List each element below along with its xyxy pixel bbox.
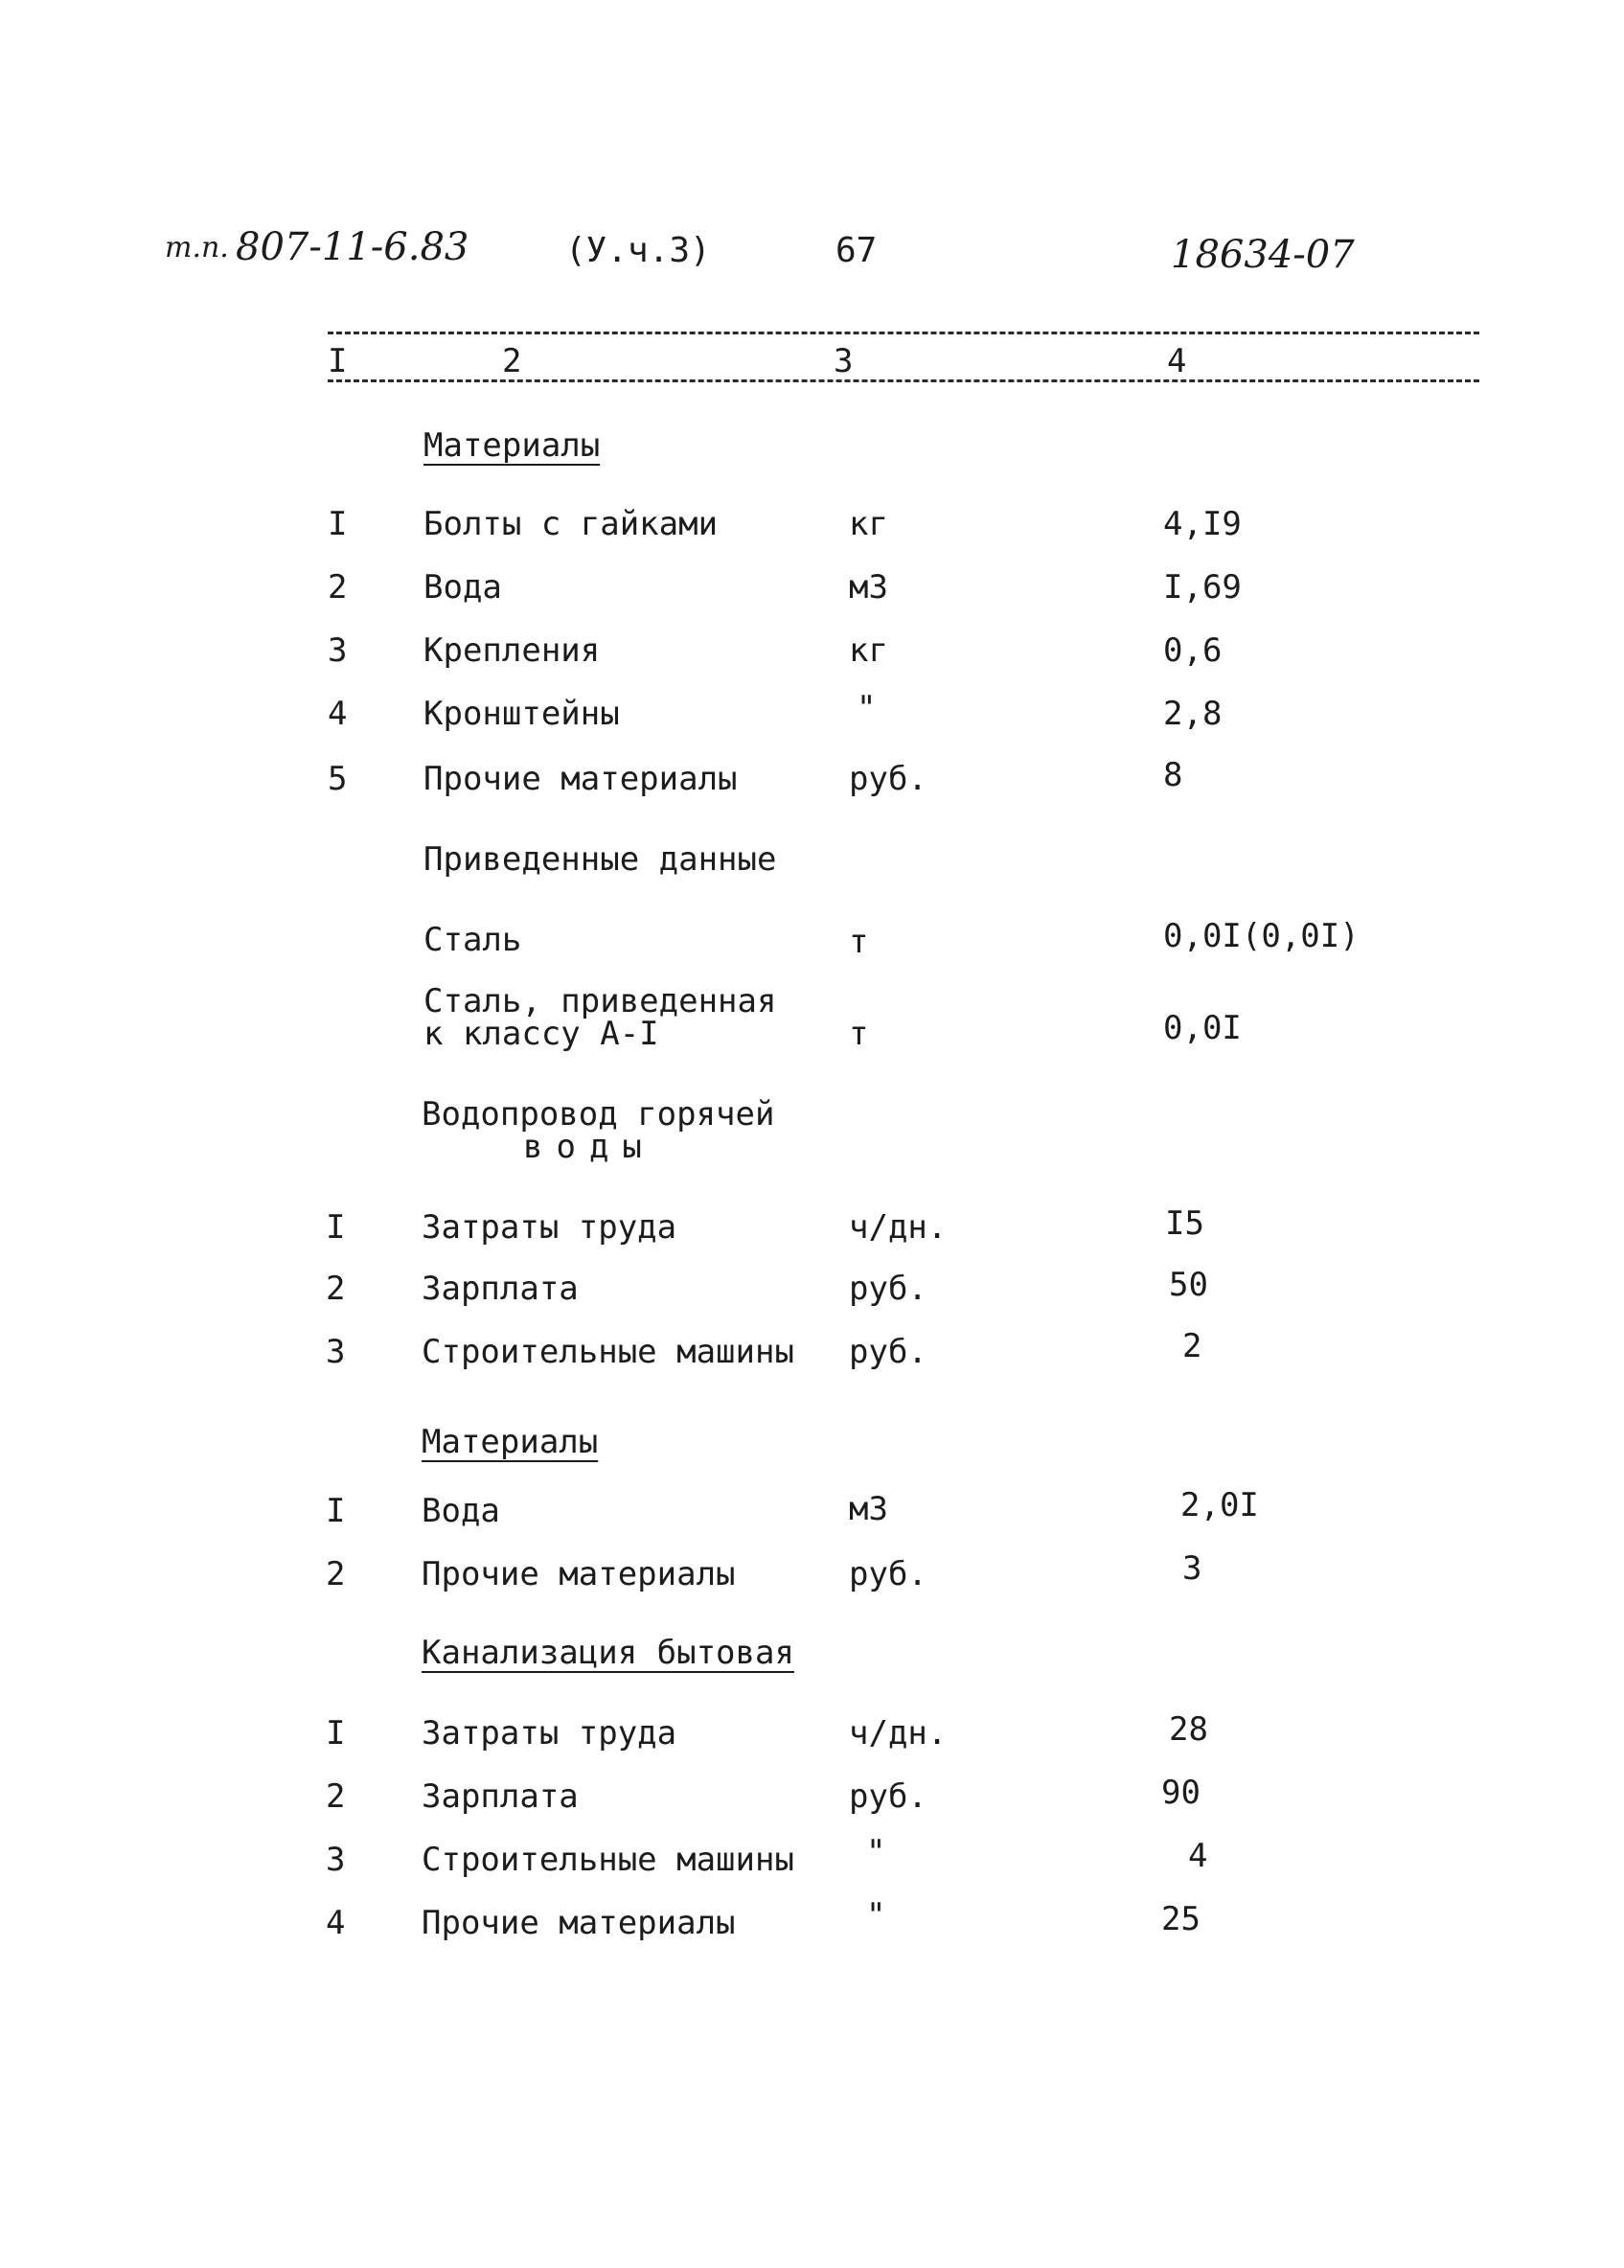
row-number: 2 — [326, 1270, 346, 1308]
row-name: Вода — [422, 1492, 500, 1530]
row-name: Затраты труда — [422, 1714, 677, 1753]
row-unit: м3 — [849, 1490, 888, 1528]
column-number-2: 2 — [502, 342, 522, 380]
section-heading: Приведенные данные — [423, 840, 777, 879]
row-number: 2 — [326, 1777, 346, 1816]
row-number: 2 — [326, 1555, 346, 1593]
row-name: Прочие материалы — [422, 1555, 736, 1593]
row-name: Зарплата — [422, 1777, 579, 1816]
row-value: 25 — [1161, 1900, 1201, 1938]
row-name: Прочие материалы — [423, 760, 738, 798]
row-value: 50 — [1169, 1266, 1208, 1304]
row-name: Прочие материалы — [422, 1904, 736, 1942]
section-heading: Водопровод горячей — [422, 1095, 775, 1134]
row-value: 4,I9 — [1163, 505, 1242, 543]
row-number: I — [326, 1492, 346, 1530]
row-number: 3 — [328, 631, 348, 670]
page-number: 67 — [835, 231, 878, 270]
row-unit: ч/дн. — [849, 1714, 948, 1753]
row-number: 4 — [328, 695, 348, 733]
row-name: Строительные машины — [422, 1841, 794, 1879]
sheet-code: 18634-07 — [1171, 233, 1355, 277]
row-unit: кг — [849, 505, 888, 543]
row-unit: кг — [849, 631, 888, 670]
row-name: Крепления — [423, 631, 601, 670]
row-number: 3 — [326, 1333, 346, 1371]
row-number: 4 — [326, 1904, 346, 1942]
column-number-1: I — [328, 342, 348, 380]
section-heading: Материалы — [422, 1423, 599, 1461]
row-name: Сталь — [423, 921, 522, 959]
section-heading: Материалы — [423, 426, 601, 465]
row-unit: руб. — [849, 1555, 927, 1593]
section-heading-continued: воды — [523, 1128, 655, 1166]
row-value: 2 — [1182, 1327, 1202, 1365]
row-name: Кронштейны — [423, 695, 620, 733]
project-code: 807-11-6.83 — [236, 225, 469, 269]
row-number: I — [326, 1714, 346, 1753]
row-name: Болты с гайками — [423, 505, 719, 543]
row-name: Затраты труда — [422, 1208, 677, 1247]
row-value: 8 — [1163, 756, 1183, 794]
section-heading: Канализация бытовая — [422, 1634, 794, 1672]
row-name: Вода — [423, 568, 502, 607]
row-unit: м3 — [849, 568, 888, 607]
row-value: 28 — [1169, 1710, 1208, 1749]
row-value: 2,0I — [1180, 1486, 1259, 1524]
row-unit: руб. — [849, 1270, 927, 1308]
row-unit-ditto: " — [866, 1896, 886, 1935]
column-number-4: 4 — [1167, 342, 1187, 380]
row-unit: т — [849, 923, 869, 961]
row-name: Сталь, приведенная — [423, 982, 777, 1020]
part-label: (У.ч.3) — [565, 231, 711, 270]
row-value: 90 — [1161, 1774, 1201, 1812]
row-number: I — [328, 505, 348, 543]
row-unit-ditto: " — [866, 1833, 886, 1871]
row-name-continued: к классу А-I — [423, 1015, 659, 1053]
row-unit: ч/дн. — [849, 1208, 948, 1247]
header-divider-bottom — [328, 379, 1479, 382]
row-unit: руб. — [849, 760, 927, 798]
row-name: Зарплата — [422, 1270, 579, 1308]
row-value: 0,6 — [1163, 631, 1223, 670]
column-number-3: 3 — [834, 342, 854, 380]
tp-label: т.п. — [165, 231, 229, 264]
row-unit: руб. — [849, 1777, 927, 1816]
row-number: 3 — [326, 1841, 346, 1879]
row-unit: руб. — [849, 1333, 927, 1371]
row-unit: т — [849, 1015, 869, 1053]
row-value: 3 — [1182, 1549, 1202, 1588]
row-number: I — [326, 1208, 346, 1247]
row-value: 0,0I — [1163, 1009, 1242, 1047]
row-value: I5 — [1165, 1204, 1204, 1243]
row-value: I,69 — [1163, 568, 1242, 607]
row-value: 0,0I(0,0I) — [1163, 917, 1360, 955]
row-number: 2 — [328, 568, 348, 607]
row-number: 5 — [328, 760, 348, 798]
row-unit-ditto: " — [857, 689, 877, 727]
header-divider-top — [328, 332, 1479, 334]
row-value: 2,8 — [1163, 695, 1223, 733]
row-name: Строительные машины — [422, 1333, 794, 1371]
row-value: 4 — [1188, 1837, 1208, 1875]
